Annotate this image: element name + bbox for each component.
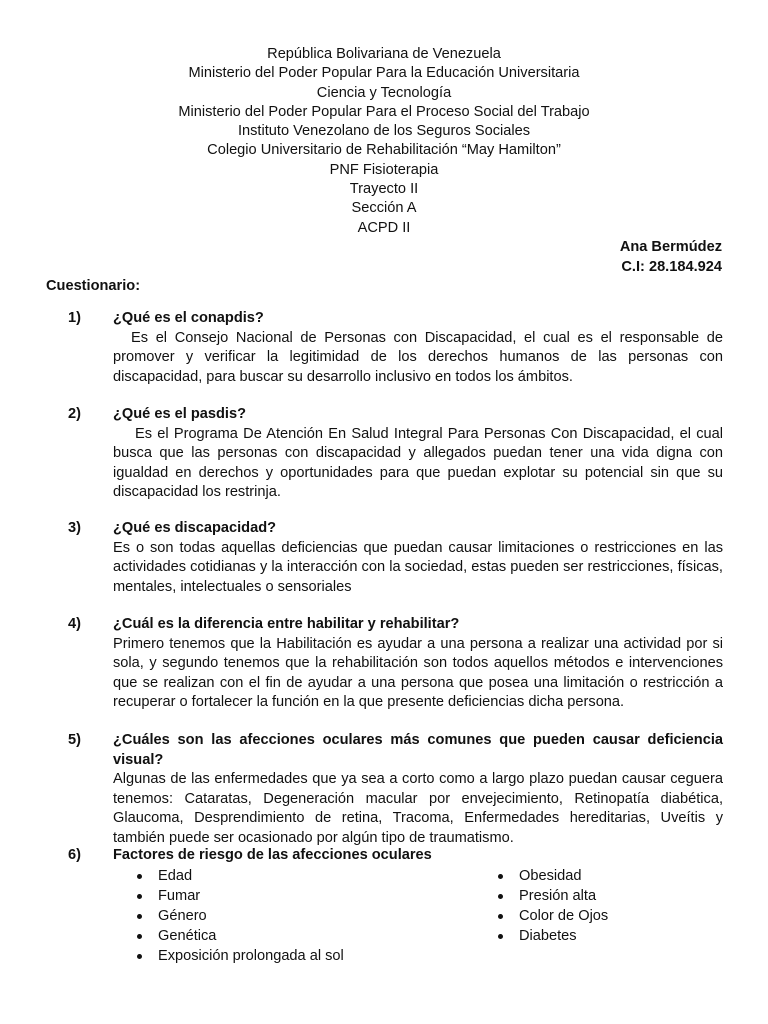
author-name: Ana Bermúdez: [619, 239, 722, 255]
question-title: ¿Cuáles son las afecciones oculares más comunes que pueden causar deficiencia visual?: [113, 732, 723, 768]
list-item: Fumar: [134, 886, 344, 906]
question-number: 1): [68, 310, 81, 326]
header-line: República Bolivariana de Venezuela: [267, 46, 501, 62]
list-item: Género: [134, 906, 344, 926]
question-number: 3): [68, 520, 81, 536]
header-line: Ministerio del Poder Popular Para la Educación Universitaria: [188, 65, 580, 82]
header-line: Ciencia y Tecnología: [316, 84, 452, 101]
question-title: ¿Qué es el pasdis?: [113, 406, 247, 422]
question-answer: Es o son todas aquellas deficiencias que puedan causar limitaciones o restricciones en las actividades cotidianas y la interacción con la sociedad, estas pueden ser restricciones, físicas, mentales, intelectuales o sensoriales: [113, 539, 723, 595]
header-line: Trayecto II: [349, 181, 419, 198]
header-line: Colegio Universitario de Rehabilitación “May Hamilton”: [207, 142, 561, 159]
question-title: ¿Qué es discapacidad?: [113, 520, 277, 536]
list-item: Genética: [134, 926, 344, 946]
header-line: Sección A: [351, 200, 417, 217]
question-title: Factores de riesgo de las afecciones oculares: [113, 847, 432, 863]
question-number: 6): [68, 847, 81, 863]
list-item: Color de Ojos: [495, 906, 608, 926]
question-number: 4): [68, 616, 81, 632]
header-line: Instituto Venezolano de los Seguros Sociales: [237, 123, 531, 140]
list-item: Presión alta: [495, 886, 608, 906]
list-item: Diabetes: [495, 926, 608, 946]
risk-factors-right-list: [495, 866, 608, 946]
question-title: ¿Qué es el conapdis?: [113, 310, 264, 326]
document-header: [0, 45, 768, 238]
risk-factors-left-list: [134, 866, 344, 966]
author-ci: C.I: 28.184.924: [621, 258, 722, 275]
question-number: 2): [68, 406, 81, 422]
question-title: ¿Cuál es la diferencia entre habilitar y rehabilitar?: [113, 616, 460, 632]
header-line: Ministerio del Poder Popular Para el Proceso Social del Trabajo: [178, 103, 590, 120]
section-title: Cuestionario:: [46, 278, 141, 294]
question-number: 5): [68, 732, 81, 748]
list-item: Edad: [134, 866, 344, 886]
author-block: [620, 238, 722, 277]
header-line: ACPD II: [357, 219, 411, 236]
question-answer: Algunas de las enfermedades que ya sea a corto como a largo plazo puedan causar ceguera tenemos: Cataratas, Degeneración macular por envejecimiento, Retinopatía diabética, Glaucoma, Desprendimiento de retina, Tracoma, Enfermedades hereditarias, Uveítis y también puede ser ocasionado por algún tipo de traumatismo.: [113, 771, 723, 846]
header-line: PNF Fisioterapia: [329, 161, 439, 178]
list-item: Obesidad: [495, 866, 608, 886]
question-answer: Primero tenemos que la Habilitación es ayudar a una persona a realizar una actividad por si sola, y segundo tenemos que la rehabilitación son todos aquellos métodos e intervenciones que se realizan con el fin de ayudar a una persona que posea una limitación o restricción a recuperar o fortalecer la función en la que presente deficiencias dicha persona.: [113, 635, 723, 710]
question-answer: Es el Consejo Nacional de Personas con Discapacidad, el cual es el responsable de promover y verificar la legitimidad de los derechos humanos de las personas con discapacidad, para buscar su desarrollo inclusivo en todos los ámbitos.: [113, 329, 723, 385]
list-item: Exposición prolongada al sol: [134, 946, 344, 966]
question-answer: Es el Programa De Atención En Salud Integral Para Personas Con Discapacidad, el cual busca que las personas con discapacidad y allegados puedan tener una vida digna con igualdad en derechos y oportunidades para que puedan explotar su potencial sin que su discapacidad los restrinja.: [113, 425, 723, 500]
